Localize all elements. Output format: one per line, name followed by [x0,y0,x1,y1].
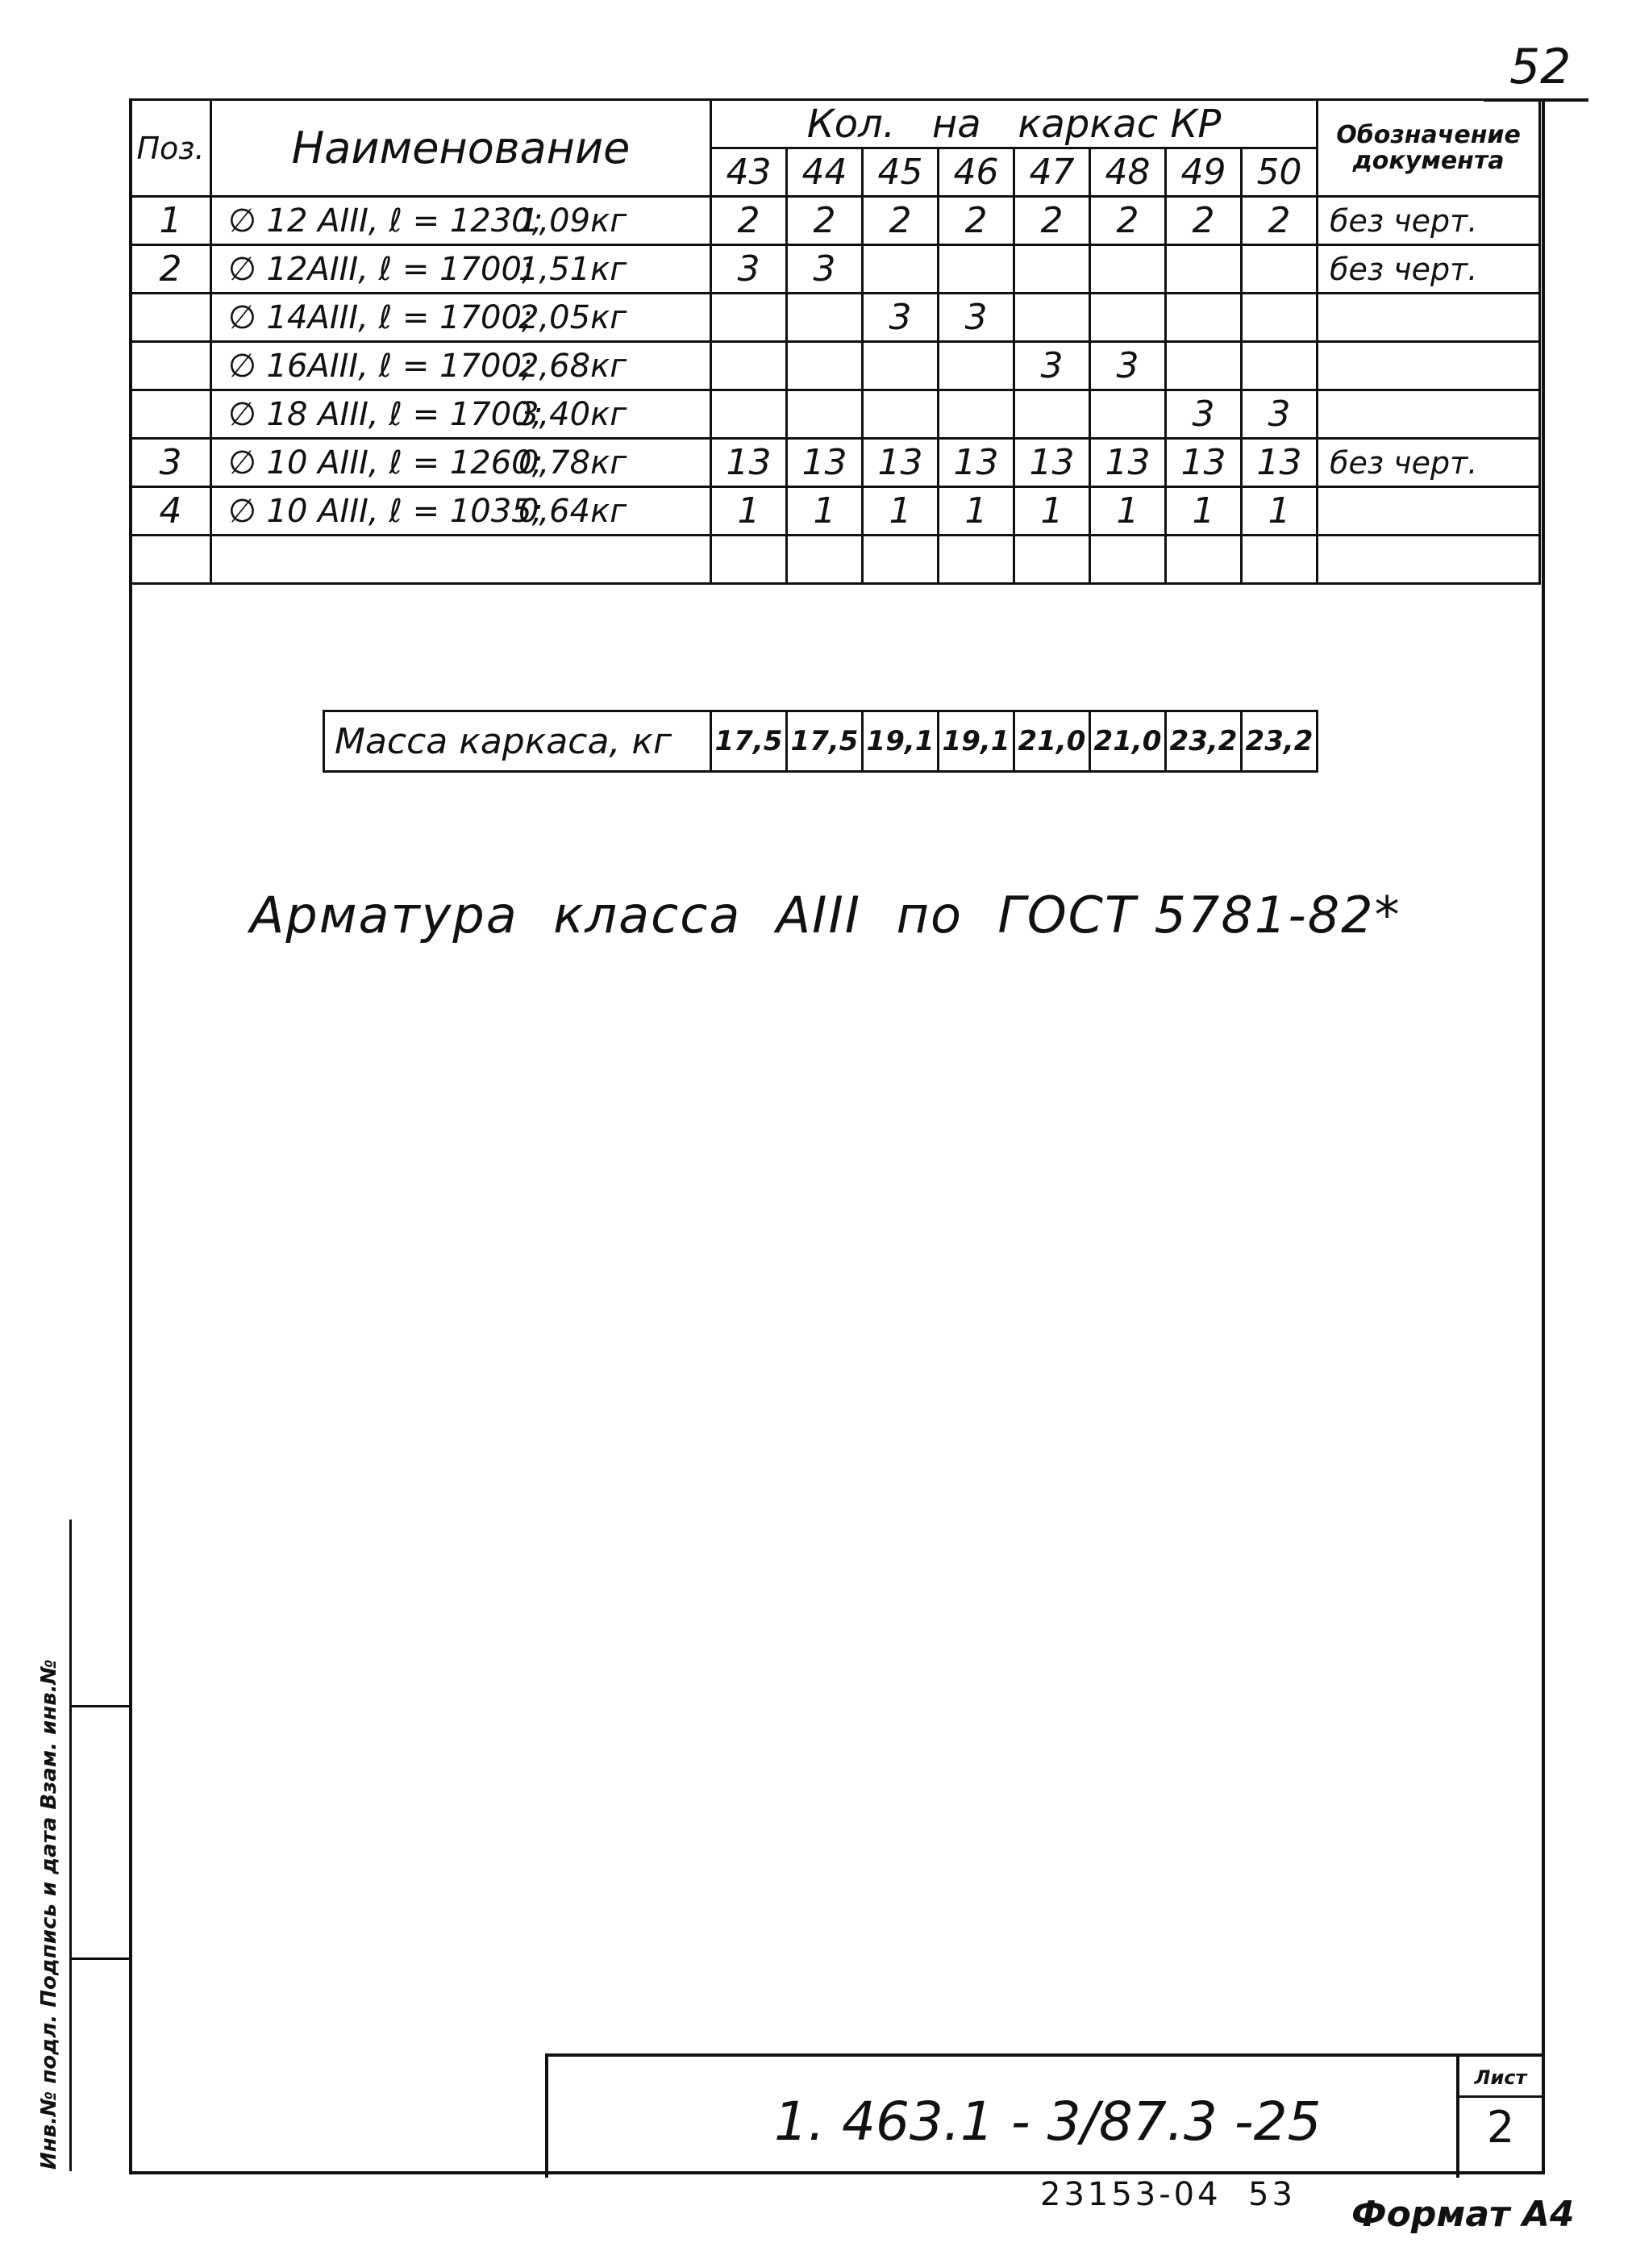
qty-cell: 3 [787,245,863,294]
qty-cell [1014,245,1090,294]
row-name-cell [211,487,711,536]
mass-value: 23,2 [1242,711,1318,772]
qty-cell [863,536,939,584]
side-cell [72,1707,130,1960]
row-pos: 3 [131,439,211,487]
row-unit-mass: 3,40кг [518,395,627,433]
col-header: 43 [711,148,787,197]
qty-cell: 2 [711,197,787,245]
qty-cell: 13 [787,439,863,487]
qty-cell [787,342,863,390]
qty-cell: 2 [1090,197,1166,245]
col-header: 47 [1014,148,1090,197]
qty-cell: 3 [711,245,787,294]
qty-cell [1242,342,1318,390]
row-pos [131,536,211,584]
qty-cell: 1 [1014,487,1090,536]
row-unit-mass: 0,78кг [518,444,627,482]
table-row [131,245,1540,294]
qty-cell: 2 [1014,197,1090,245]
row-doc [1318,294,1540,342]
qty-cell [711,536,787,584]
qty-cell [1090,536,1166,584]
qty-cell [1242,536,1318,584]
qty-cell: 1 [1166,487,1242,536]
table-row [131,390,1540,439]
qty-cell: 13 [1090,439,1166,487]
qty-cell: 2 [863,197,939,245]
qty-cell: 1 [939,487,1014,536]
row-unit-mass: 2,05кг [518,298,627,336]
row-name-cell [211,390,711,439]
col-header: 45 [863,148,939,197]
qty-cell [1014,536,1090,584]
qty-cell [1014,390,1090,439]
mass-value: 19,1 [939,711,1014,772]
row-name-cell [211,197,711,245]
qty-cell: 13 [1242,439,1318,487]
mass-value: 21,0 [1014,711,1090,772]
header-name: Наименование [211,100,711,197]
col-header: 49 [1166,148,1242,197]
qty-cell: 1 [1090,487,1166,536]
qty-cell: 1 [1242,487,1318,536]
table-row [131,342,1540,390]
row-doc [1318,487,1540,536]
qty-cell [1014,294,1090,342]
header-row-1 [131,100,1540,148]
format-label: Формат А4 [1351,2194,1575,2235]
row-unit-mass: 0,64кг [518,492,627,530]
mass-table [323,710,1318,773]
row-name: ∅ 18 АIII, ℓ = 1700; [228,395,543,433]
qty-cell: 2 [1242,197,1318,245]
qty-cell: 3 [939,294,1014,342]
qty-cell [1090,294,1166,342]
reinforcement-note: Арматура класса АIII по ГОСТ 5781-82* [250,886,1401,944]
mass-value: 23,2 [1166,711,1242,772]
row-doc: без черт. [1318,197,1540,245]
qty-cell [1166,342,1242,390]
side-cell [72,1960,130,2171]
mass-value: 17,5 [787,711,863,772]
table-row [131,294,1540,342]
qty-cell: 2 [787,197,863,245]
row-unit-mass: 1,09кг [518,202,627,240]
qty-cell [863,390,939,439]
table-row [131,487,1540,536]
row-pos: 4 [131,487,211,536]
mass-row [324,711,1318,772]
qty-cell: 1 [863,487,939,536]
qty-cell [787,536,863,584]
row-name: ∅ 12 АIII, ℓ = 1230; [228,202,543,240]
qty-cell [939,342,1014,390]
sheet-box [1456,2057,1542,2178]
header-doc-text: Обозначение документа [1336,120,1521,175]
col-header: 50 [1242,148,1318,197]
qty-cell [787,294,863,342]
document-code: 1. 463.1 - 3/87.3 -25 [774,2091,1322,2153]
row-doc: без черт. [1318,245,1540,294]
row-name: ∅ 10 АIII, ℓ = 1035; [228,492,543,530]
mass-value: 21,0 [1090,711,1166,772]
qty-cell [939,390,1014,439]
qty-cell [1242,245,1318,294]
qty-cell [1090,245,1166,294]
specification-table [129,98,1541,585]
row-unit-mass: 2,68кг [518,347,627,385]
row-name: ∅ 12АIII, ℓ = 1700; [228,250,533,288]
qty-cell [1166,245,1242,294]
qty-cell [939,245,1014,294]
row-name-cell [211,294,711,342]
row-name-cell [211,439,711,487]
row-unit-mass: 1,51кг [518,250,627,288]
page-number: 52 [1509,39,1572,95]
qty-cell [863,342,939,390]
row-doc [1318,390,1540,439]
qty-cell: 13 [1166,439,1242,487]
qty-cell: 1 [787,487,863,536]
title-block [545,2053,1542,2178]
qty-cell: 13 [711,439,787,487]
side-cell [72,1520,130,1707]
qty-cell [787,390,863,439]
qty-cell: 3 [1242,390,1318,439]
qty-cell: 13 [939,439,1014,487]
row-pos [131,342,211,390]
qty-cell: 3 [863,294,939,342]
qty-cell [711,294,787,342]
sheet-value: 2 [1486,2102,1515,2153]
row-name-cell [211,536,711,584]
row-name: ∅ 14АIII, ℓ = 1700; [228,298,533,336]
row-pos [131,294,211,342]
qty-cell: 3 [1090,342,1166,390]
qty-cell: 2 [1166,197,1242,245]
qty-cell: 13 [1014,439,1090,487]
qty-cell: 1 [711,487,787,536]
row-doc: без черт. [1318,439,1540,487]
row-pos [131,390,211,439]
header-pos: Поз. [131,100,211,197]
qty-cell [711,390,787,439]
mass-value: 19,1 [863,711,939,772]
row-doc [1318,342,1540,390]
qty-cell [1166,536,1242,584]
mass-value: 17,5 [711,711,787,772]
qty-cell [1166,294,1242,342]
table-row [131,197,1540,245]
col-header: 44 [787,148,863,197]
qty-cell: 13 [863,439,939,487]
row-name: ∅ 16АIII, ℓ = 1700; [228,347,533,385]
col-header: 46 [939,148,1014,197]
qty-cell: 3 [1166,390,1242,439]
row-pos: 1 [131,197,211,245]
header-qty-group: Кол. на каркас КР [711,100,1318,148]
archive-code: 23153-04 53 [1040,2176,1296,2213]
qty-cell [711,342,787,390]
table-row [131,439,1540,487]
table-row [131,536,1540,584]
sheet-label: Лист [1459,2060,1542,2098]
row-name: ∅ 10 АIII, ℓ = 1260; [228,444,543,482]
qty-cell [1242,294,1318,342]
row-doc [1318,536,1540,584]
qty-cell: 3 [1014,342,1090,390]
mass-label: Масса каркаса, кг [324,711,711,772]
qty-cell [863,245,939,294]
side-strip [69,1520,130,2171]
row-name-cell [211,245,711,294]
qty-cell [1090,390,1166,439]
qty-cell: 2 [939,197,1014,245]
col-header: 48 [1090,148,1166,197]
row-name-cell [211,342,711,390]
header-doc [1318,100,1540,197]
table-body [131,197,1540,584]
side-strip-text: Инв.№ подл. Подпись и дата Взам. инв.№ [37,1659,61,2170]
qty-cell [939,536,1014,584]
row-pos: 2 [131,245,211,294]
